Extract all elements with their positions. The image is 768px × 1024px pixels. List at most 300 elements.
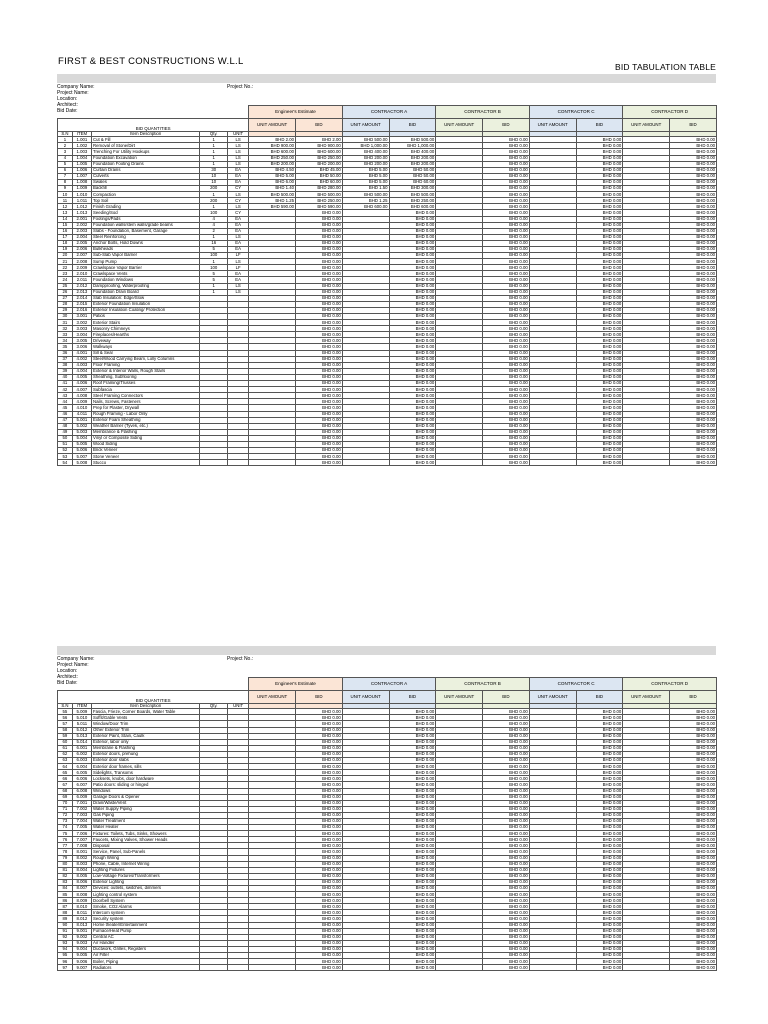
contractor-a-bid: BHD 400.00: [389, 149, 436, 155]
row-number: 56: [58, 715, 73, 721]
item-code: 1.004: [72, 155, 91, 161]
bid-tabulation-table: [57, 105, 717, 466]
row-number: 4: [58, 155, 73, 161]
item-description: Compaction: [92, 192, 200, 198]
qty-cell: 5: [200, 271, 228, 277]
contractor-c-bid: BHD 0.00: [576, 429, 623, 435]
engineer-bid: BHD 0.00: [296, 460, 343, 466]
qty-cell: 100: [200, 265, 228, 271]
row-number: 31: [58, 320, 73, 326]
contractor-c-bid: BHD 0.00: [576, 879, 623, 885]
engineer-bid: BHD 0.00: [296, 417, 343, 423]
engineer-bid: BHD 0.00: [296, 222, 343, 228]
contractor-c-bid: BHD 0.00: [576, 259, 623, 265]
contractor-c-bid: BHD 0.00: [576, 454, 623, 460]
item-code: 9.001: [72, 928, 91, 934]
item-description: Crawlspace Vapor Barrier: [92, 265, 200, 271]
contractor-c-bid: BHD 0.00: [576, 277, 623, 283]
contractor-b-bid: BHD 0.00: [483, 812, 530, 818]
contractor-c-bid: BHD 0.00: [576, 179, 623, 185]
contractor-d-bid: BHD 0.00: [670, 953, 717, 959]
row-number: 21: [58, 259, 73, 265]
contractor-b-bid: BHD 0.00: [483, 448, 530, 454]
contractor-c-bid: BHD 0.00: [576, 350, 623, 356]
contractor-d-bid: BHD 0.00: [670, 429, 717, 435]
row-number: 67: [58, 782, 73, 788]
contractor-c-bid: BHD 0.00: [576, 417, 623, 423]
unit-cell: EA: [228, 277, 249, 283]
contractor-c-bid: BHD 0.00: [576, 758, 623, 764]
contractor-a-unit-amount: [342, 460, 389, 466]
contractor-c-bid: BHD 0.00: [576, 782, 623, 788]
bid-tabulation-table-2: [57, 677, 717, 971]
contractor-c-bid: BHD 0.00: [576, 210, 623, 216]
bid-quantities-header: BID QUANTITIES: [58, 119, 249, 132]
item-description: Walkways: [92, 344, 200, 350]
engineer-bid: BHD 0.00: [296, 727, 343, 733]
contractor-d-header: CONTRACTOR D: [623, 678, 717, 691]
item-code: 5.011: [72, 721, 91, 727]
engineer-bid: BHD 0.00: [296, 831, 343, 837]
item-code: 8.003: [72, 861, 91, 867]
contractor-c-bid: BHD 0.00: [576, 204, 623, 210]
item-description: Exterior, labor only: [92, 739, 200, 745]
contractor-a-unit-amount: BHD 5.00: [342, 179, 389, 185]
contractor-c-bid: BHD 0.00: [576, 751, 623, 757]
item-description: Steel/Wood Carrying Beam, Lolly Columns: [92, 356, 200, 362]
contractor-c-bid: BHD 0.00: [576, 934, 623, 940]
contractor-d-header: CONTRACTOR D: [623, 106, 717, 119]
item-code: 2.012: [72, 283, 91, 289]
item-code: 5.006: [72, 448, 91, 454]
contractor-a-bid: BHD 0.00: [389, 350, 436, 356]
item-description: Membrane & Flashing: [92, 745, 200, 751]
engineer-bid: BHD 0.00: [296, 855, 343, 861]
engineer-bid: BHD 0.00: [296, 283, 343, 289]
item-code: 8.012: [72, 916, 91, 922]
item-code: 3.004: [72, 332, 91, 338]
contractor-a-bid: BHD 0.00: [389, 873, 436, 879]
contractor-b-bid: BHD 0.00: [483, 362, 530, 368]
engineer-bid: BHD 0.00: [296, 770, 343, 776]
item-description: Ductwork, Grilles, Registers: [92, 946, 200, 952]
row-number: 53: [58, 454, 73, 460]
contractor-c-bid: BHD 0.00: [576, 739, 623, 745]
engineer-bid: BHD 0.00: [296, 381, 343, 387]
engineer-bid: BHD 0.00: [296, 338, 343, 344]
item-description: Slab Insulation: Edge/Slow: [92, 295, 200, 301]
engineers-estimate-header: Engineer's Estimate: [249, 678, 343, 691]
engineer-bid: BHD 0.00: [296, 320, 343, 326]
row-number: 36: [58, 350, 73, 356]
engineer-bid: BHD 0.00: [296, 782, 343, 788]
contractor-a-bid: BHD 0.00: [389, 314, 436, 320]
item-code: 1.008: [72, 179, 91, 185]
location-label: Location:: [57, 96, 78, 102]
contractor-d-bid: BHD 0.00: [670, 873, 717, 879]
item-code: 6.008: [72, 788, 91, 794]
item-code: 9.002: [72, 934, 91, 940]
contractor-b-bid: BHD 0.00: [483, 240, 530, 246]
contractor-a-header: CONTRACTOR A: [342, 678, 436, 691]
unit-amount-header: UNIT AMOUNT: [436, 119, 483, 132]
item-description: Foundation Windows: [92, 277, 200, 283]
contractor-c-bid: BHD 0.00: [576, 959, 623, 965]
contractor-a-unit-amount: [342, 965, 389, 971]
engineer-bid: BHD 0.00: [296, 794, 343, 800]
engineer-bid: BHD 0.00: [296, 228, 343, 234]
engineer-bid: BHD 0.00: [296, 234, 343, 240]
contractor-d-bid: BHD 0.00: [670, 879, 717, 885]
item-description: Patios: [92, 314, 200, 320]
contractor-b-bid: BHD 0.00: [483, 368, 530, 374]
row-number: 29: [58, 307, 73, 313]
bid-date-label: Bid Date:: [57, 680, 78, 686]
item-description: Exterior Lighting: [92, 879, 200, 885]
contractor-d-bid: BHD 0.00: [670, 849, 717, 855]
qty-cell: 10: [200, 179, 228, 185]
contractor-a-bid: BHD 0.00: [389, 953, 436, 959]
contractor-d-bid: BHD 0.00: [670, 338, 717, 344]
contractor-b-bid: BHD 0.00: [483, 794, 530, 800]
contractor-c-bid: BHD 0.00: [576, 770, 623, 776]
contractor-d-bid: BHD 0.00: [670, 934, 717, 940]
item-code: 6.009: [72, 794, 91, 800]
engineer-bid: BHD 0.00: [296, 739, 343, 745]
row-number: 70: [58, 800, 73, 806]
item-code: 7.006: [72, 831, 91, 837]
item-code: 3.006: [72, 344, 91, 350]
contractor-b-bid: BHD 0.00: [483, 423, 530, 429]
contractor-a-bid: BHD 250.00: [389, 198, 436, 204]
qty-cell: [200, 965, 228, 971]
item-code: 5.010: [72, 715, 91, 721]
contractor-a-unit-amount: BHD 400.00: [342, 149, 389, 155]
contractor-d-bid: BHD 0.00: [670, 892, 717, 898]
contractor-d-bid: BHD 0.00: [670, 387, 717, 393]
engineer-unit-amount: BHD 200.00: [249, 161, 296, 167]
engineer-bid: BHD 60.00: [296, 179, 343, 185]
row-number: 97: [58, 965, 73, 971]
contractor-b-bid: BHD 0.00: [483, 739, 530, 745]
item-code: 1.001: [72, 137, 91, 143]
row-number: 73: [58, 818, 73, 824]
item-code: 4.009: [72, 399, 91, 405]
item-code: 8.007: [72, 886, 91, 892]
contractor-b-bid: BHD 0.00: [483, 186, 530, 192]
contractor-c-bid: BHD 0.00: [576, 374, 623, 380]
unit-cell: LS: [228, 259, 249, 265]
contractor-b-bid: BHD 0.00: [483, 173, 530, 179]
contractor-c-bid: BHD 0.00: [576, 411, 623, 417]
engineer-bid: BHD 2.00: [296, 137, 343, 143]
item-description: Radiators: [92, 965, 200, 971]
contractor-b-bid: BHD 0.00: [483, 733, 530, 739]
contractor-d-bid: BHD 0.00: [670, 946, 717, 952]
contractor-d-bid: BHD 0.00: [670, 246, 717, 252]
contractor-c-bid: BHD 0.00: [576, 192, 623, 198]
contractor-b-bid: BHD 0.00: [483, 831, 530, 837]
contractor-b-bid: BHD 0.00: [483, 253, 530, 259]
contractor-b-bid: BHD 0.00: [483, 849, 530, 855]
contractor-c-bid: BHD 0.00: [576, 216, 623, 222]
contractor-c-bid: BHD 0.00: [576, 173, 623, 179]
contractor-b-bid: BHD 0.00: [483, 149, 530, 155]
item-code: 4.001: [72, 350, 91, 356]
item-code: 3.003: [72, 326, 91, 332]
contractor-b-bid: BHD 0.00: [483, 435, 530, 441]
item-description: Weather Barrier (Tyvek, etc.): [92, 423, 200, 429]
unit-cell: LS: [228, 289, 249, 295]
contractor-d-bid: BHD 0.00: [670, 739, 717, 745]
contractor-a-bid: BHD 0.00: [389, 362, 436, 368]
item-description: Backfill: [92, 186, 200, 192]
row-number: 65: [58, 770, 73, 776]
item-description: Exterior Insulation Coating/ Protection: [92, 307, 200, 313]
unit-cell: EA: [228, 222, 249, 228]
item-description: Windows: [92, 788, 200, 794]
contractor-c-bid: BHD 0.00: [576, 307, 623, 313]
item-description: Water Supply Piping: [92, 806, 200, 812]
contractor-a-bid: BHD 0.00: [389, 240, 436, 246]
contractor-a-bid: BHD 0.00: [389, 788, 436, 794]
contractor-d-bid: BHD 0.00: [670, 812, 717, 818]
engineer-bid: BHD 900.00: [296, 143, 343, 149]
contractor-c-bid: BHD 0.00: [576, 764, 623, 770]
company-name-label: Company Name:: [57, 84, 95, 90]
item-description: Rough Framing - Labor Only: [92, 411, 200, 417]
contractor-b-bid: BHD 0.00: [483, 161, 530, 167]
item-description: Low-Voltage Fixtures/Transformers: [92, 873, 200, 879]
contractor-a-bid: BHD 0.00: [389, 825, 436, 831]
item-code: 8.008: [72, 892, 91, 898]
contractor-d-bid: BHD 0.00: [670, 271, 717, 277]
row-number: 83: [58, 879, 73, 885]
item-description: Crawlspace Vents: [92, 271, 200, 277]
item-description: Water Heater: [92, 825, 200, 831]
row-number: 57: [58, 721, 73, 727]
contractor-d-bid: BHD 0.00: [670, 831, 717, 837]
contractor-b-bid: BHD 0.00: [483, 216, 530, 222]
contractor-b-bid: BHD 0.00: [483, 867, 530, 873]
contractor-c-header: CONTRACTOR C: [529, 106, 623, 119]
contractor-a-bid: BHD 0.00: [389, 423, 436, 429]
project-no-label: Project No.:: [227, 84, 254, 90]
contractor-b-bid: BHD 0.00: [483, 709, 530, 715]
header-band: [57, 74, 716, 83]
contractor-d-bid: BHD 0.00: [670, 745, 717, 751]
contractor-a-bid: BHD 0.00: [389, 867, 436, 873]
item-code: 9.006: [72, 959, 91, 965]
contractor-d-bid: BHD 0.00: [670, 253, 717, 259]
engineer-bid: BHD 0.00: [296, 715, 343, 721]
unit-amount-header: UNIT AMOUNT: [342, 691, 389, 704]
bid-header: BID: [483, 119, 530, 132]
contractor-c-bid: BHD 0.00: [576, 435, 623, 441]
table-row: [58, 965, 717, 971]
contractor-d-bid: BHD 0.00: [670, 825, 717, 831]
row-number: 52: [58, 448, 73, 454]
item-code: 8.006: [72, 879, 91, 885]
contractor-b-bid: BHD 0.00: [483, 940, 530, 946]
engineer-bid: BHD 0.00: [296, 356, 343, 362]
bid-header: BID: [389, 691, 436, 704]
unit-cell: LS: [228, 204, 249, 210]
unit-cell: LS: [228, 137, 249, 143]
contractor-d-bid: BHD 0.00: [670, 417, 717, 423]
contractor-d-bid: BHD 0.00: [670, 965, 717, 971]
contractor-a-bid: BHD 0.00: [389, 265, 436, 271]
unit-cell: LF: [228, 253, 249, 259]
bid-header: BID: [670, 691, 717, 704]
contractor-d-bid: BHD 0.00: [670, 782, 717, 788]
contractor-d-bid: BHD 0.00: [670, 733, 717, 739]
contractor-d-bid: BHD 0.00: [670, 326, 717, 332]
contractor-d-bid: BHD 0.00: [670, 234, 717, 240]
contractor-c-bid: BHD 0.00: [576, 910, 623, 916]
table-row: [58, 460, 717, 466]
engineer-bid: BHD 0.00: [296, 362, 343, 368]
contractor-c-bid: BHD 0.00: [576, 381, 623, 387]
item-code: 8.009: [72, 898, 91, 904]
contractor-a-bid: BHD 0.00: [389, 411, 436, 417]
engineer-bid: BHD 0.00: [296, 892, 343, 898]
item-description: Air Filter: [92, 953, 200, 959]
contractor-d-bid: BHD 0.00: [670, 320, 717, 326]
row-number: 59: [58, 733, 73, 739]
item-description: Vinyl or Composite Siding: [92, 435, 200, 441]
engineer-bid: BHD 0.00: [296, 216, 343, 222]
header-spacer: [58, 678, 249, 691]
bid-header: BID: [389, 119, 436, 132]
item-code: 9.007: [72, 965, 91, 971]
contractor-a-bid: BHD 0.00: [389, 332, 436, 338]
item-code: 1.002: [72, 143, 91, 149]
contractor-c-bid: BHD 0.00: [576, 405, 623, 411]
contractor-b-bid: BHD 0.00: [483, 776, 530, 782]
contractor-a-bid: BHD 0.00: [389, 387, 436, 393]
item-code: 6.002: [72, 751, 91, 757]
item-description: Garage Doors & Opener: [92, 794, 200, 800]
contractor-d-bid: BHD 0.00: [670, 922, 717, 928]
item-description: Devices: outlets, switches, dimmers: [92, 886, 200, 892]
row-number: 10: [58, 192, 73, 198]
item-description: Footings/Pads: [92, 216, 200, 222]
contractor-a-bid: BHD 0.00: [389, 338, 436, 344]
row-number: 44: [58, 399, 73, 405]
item-code: 2.003: [72, 228, 91, 234]
contractor-a-bid: BHD 0.00: [389, 216, 436, 222]
contractor-b-bid: BHD 0.00: [483, 441, 530, 447]
contractor-c-bid: BHD 0.00: [576, 886, 623, 892]
contractor-a-bid: BHD 0.00: [389, 751, 436, 757]
contractor-a-bid: BHD 0.00: [389, 849, 436, 855]
engineer-bid: BHD 0.00: [296, 271, 343, 277]
contractor-d-bid: BHD 0.00: [670, 904, 717, 910]
contractor-d-bid: BHD 0.00: [670, 423, 717, 429]
contractor-b-bid: BHD 0.00: [483, 879, 530, 885]
contractor-a-bid: BHD 0.00: [389, 326, 436, 332]
contractor-c-bid: BHD 0.00: [576, 928, 623, 934]
unit-cell: EA: [228, 167, 249, 173]
item-code: 8.010: [72, 904, 91, 910]
item-description: Sheathing, Subflooring: [92, 374, 200, 380]
contractor-c-bid: BHD 0.00: [576, 167, 623, 173]
engineer-bid: BHD 0.00: [296, 253, 343, 259]
engineer-bid: BHD 0.00: [296, 289, 343, 295]
item-code: 2.008: [72, 259, 91, 265]
item-code: 7.001: [72, 800, 91, 806]
contractor-c-bid: BHD 0.00: [576, 831, 623, 837]
row-number: 88: [58, 910, 73, 916]
contractor-d-bid: BHD 0.00: [670, 770, 717, 776]
engineer-unit-amount: [249, 965, 296, 971]
row-number: 17: [58, 234, 73, 240]
contractor-d-bid: BHD 0.00: [670, 167, 717, 173]
item-description: Foundation Excavation: [92, 155, 200, 161]
engineer-bid: BHD 0.00: [296, 350, 343, 356]
engineer-bid: BHD 0.00: [296, 910, 343, 916]
sn-header: S.N: [58, 704, 73, 709]
engineer-bid: BHD 0.00: [296, 898, 343, 904]
row-number: 26: [58, 289, 73, 295]
contractor-a-bid: BHD 0.00: [389, 405, 436, 411]
contractor-a-bid: BHD 0.00: [389, 770, 436, 776]
item-description: Stone Veneer: [92, 454, 200, 460]
item-code: 7.004: [72, 818, 91, 824]
item-description: Furnace/Heat Pump: [92, 928, 200, 934]
item-description: Foundation Drain Board: [92, 289, 200, 295]
contractor-c-bid: BHD 0.00: [576, 399, 623, 405]
contractor-b-bid: BHD 0.00: [483, 210, 530, 216]
contractor-b-bid: BHD 0.00: [483, 387, 530, 393]
item-code: 9.004: [72, 946, 91, 952]
engineer-bid: BHD 0.00: [296, 448, 343, 454]
contractor-a-bid: BHD 0.00: [389, 928, 436, 934]
contractor-a-bid: BHD 0.00: [389, 429, 436, 435]
contractor-b-bid: BHD 0.00: [483, 934, 530, 940]
engineer-unit-amount: BHD 4.50: [249, 167, 296, 173]
row-number: 96: [58, 959, 73, 965]
engineer-bid: BHD 0.00: [296, 314, 343, 320]
contractor-c-bid: BHD 0.00: [576, 356, 623, 362]
row-number: 90: [58, 922, 73, 928]
engineer-unit-amount: BHD 1.25: [249, 198, 296, 204]
contractor-d-bid: BHD 0.00: [670, 454, 717, 460]
contractor-b-bid: BHD 0.00: [483, 825, 530, 831]
row-number: 72: [58, 812, 73, 818]
engineer-bid: BHD 590.00: [296, 204, 343, 210]
item-description: Disposal: [92, 843, 200, 849]
engineer-bid: BHD 0.00: [296, 721, 343, 727]
contractor-d-bid: BHD 0.00: [670, 886, 717, 892]
bid-header: BID: [296, 691, 343, 704]
contractor-c-bid: BHD 0.00: [576, 155, 623, 161]
qty-cell: 1: [200, 155, 228, 161]
contractor-a-bid: BHD 0.00: [389, 879, 436, 885]
engineer-bid: BHD 0.00: [296, 454, 343, 460]
contractor-c-bid: BHD 0.00: [576, 825, 623, 831]
item-code: 2.002: [72, 222, 91, 228]
contractor-d-bid: BHD 0.00: [670, 368, 717, 374]
item-code: 5.003: [72, 429, 91, 435]
engineer-bid: BHD 0.00: [296, 776, 343, 782]
qty-cell: 100: [200, 253, 228, 259]
contractor-c-bid: BHD 0.00: [576, 745, 623, 751]
contractor-a-bid: BHD 0.00: [389, 904, 436, 910]
qty-cell: 1: [200, 192, 228, 198]
row-number: 75: [58, 831, 73, 837]
